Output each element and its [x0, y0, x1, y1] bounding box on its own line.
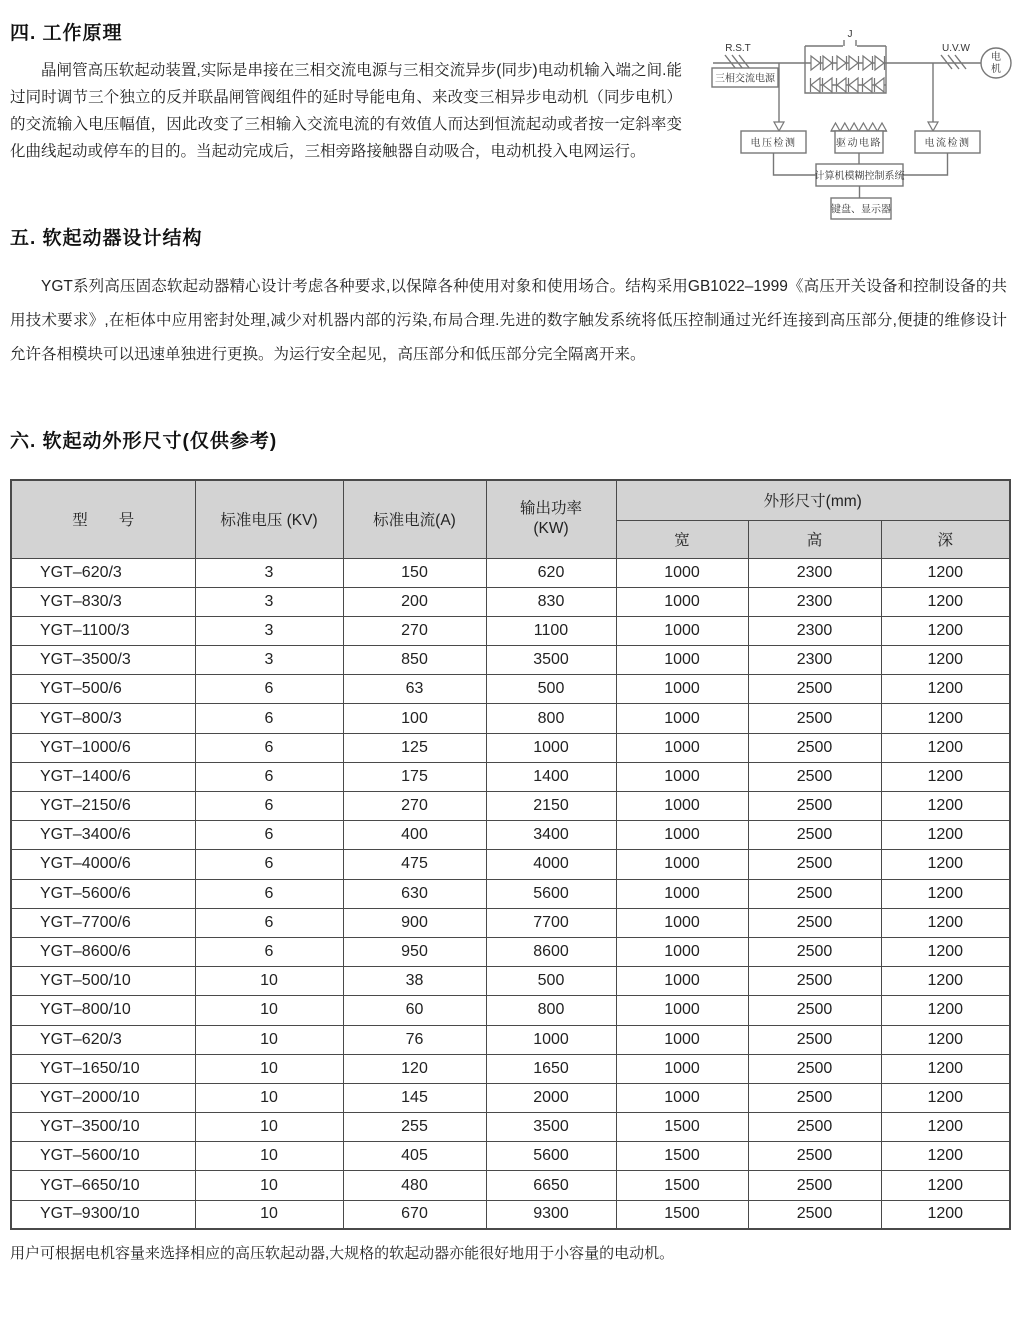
table-cell: 175	[343, 762, 486, 791]
table-cell: 3500	[486, 1113, 616, 1142]
header-width: 宽	[616, 520, 748, 558]
section5-paragraph: YGT系列高压固态软起动器精心设计考虑各种要求,以保障各种使用对象和使用场合。结构采用GB1022–1999《高压开关设备和控制设备的共用技术要求》,在柜体中应用密封处理,减少对机器内部的污染,布局合理.先进的数字触发系统将低压控制通过光纤连接到高压部分,便捷的维修设计允许各相模块可以迅速单独进行更换。为运行安全起见，高压部分和低压部分完全隔离开来。	[10, 278, 1007, 363]
table-cell: YGT–1100/3	[11, 616, 195, 645]
diode-icon	[823, 56, 833, 70]
diode-icon	[811, 56, 821, 70]
table-row	[11, 558, 1010, 587]
table-row	[11, 587, 1010, 616]
gate-triangle-icon	[859, 123, 868, 131]
table-cell: 7700	[486, 908, 616, 937]
header-current: 标准电流(A)	[343, 480, 486, 558]
table-cell: YGT–2000/10	[11, 1083, 195, 1112]
table-cell: 1500	[616, 1142, 748, 1171]
table-cell: YGT–500/6	[11, 675, 195, 704]
table-cell: 1000	[486, 1025, 616, 1054]
motor-label-2: 机	[991, 64, 1001, 75]
dimensions-table	[10, 479, 1011, 1230]
header-height: 高	[748, 520, 881, 558]
table-cell: 1000	[616, 1083, 748, 1112]
table-row	[11, 1113, 1010, 1142]
table-cell: 1000	[616, 879, 748, 908]
table-cell: 10	[195, 1054, 343, 1083]
table-cell: 500	[486, 967, 616, 996]
table-row	[11, 1054, 1010, 1083]
table-cell: 1000	[616, 733, 748, 762]
table-cell: 8600	[486, 937, 616, 966]
table-cell: YGT–7700/6	[11, 908, 195, 937]
table-cell: 1200	[881, 996, 1010, 1025]
table-cell: YGT–830/3	[11, 587, 195, 616]
table-cell: 1200	[881, 587, 1010, 616]
gate-triangle-icon	[831, 123, 840, 131]
table-cell: 2500	[748, 937, 881, 966]
table-cell: 1200	[881, 1054, 1010, 1083]
diode-icon	[863, 78, 873, 92]
table-cell: 120	[343, 1054, 486, 1083]
table-cell: 6	[195, 675, 343, 704]
header-power	[486, 480, 616, 558]
footer-note: 用户可根据电机容量来选择相应的高压软起动器,大规格的软起动器亦能很好地用于小容量的电动机。	[10, 1245, 675, 1263]
table-row	[11, 1171, 1010, 1200]
table-cell: 1000	[616, 792, 748, 821]
table-cell: 1000	[616, 646, 748, 675]
schematic-svg	[698, 10, 1013, 222]
table-cell: 1500	[616, 1200, 748, 1229]
diode-icon	[811, 78, 821, 92]
table-cell: YGT–8600/6	[11, 937, 195, 966]
table-cell: 1200	[881, 1200, 1010, 1229]
table-cell: 1650	[486, 1054, 616, 1083]
table-row	[11, 1083, 1010, 1112]
table-cell: 1000	[616, 558, 748, 587]
table-cell: 3400	[486, 821, 616, 850]
motor-label-1: 电	[991, 52, 1001, 63]
table-cell: 255	[343, 1113, 486, 1142]
table-row	[11, 733, 1010, 762]
j-stubs	[844, 40, 856, 46]
table-cell: 2500	[748, 1054, 881, 1083]
header-model: 型 号	[11, 480, 195, 558]
table-cell: YGT–1000/6	[11, 733, 195, 762]
table-cell: YGT–3400/6	[11, 821, 195, 850]
table-cell: YGT–3500/3	[11, 646, 195, 675]
table-cell: 76	[343, 1025, 486, 1054]
diode-icon	[849, 56, 859, 70]
table-cell: YGT–6650/10	[11, 1171, 195, 1200]
table-cell: 2000	[486, 1083, 616, 1112]
down-arrow-icon	[928, 122, 938, 131]
table-cell: 1100	[486, 616, 616, 645]
table-cell: YGT–620/3	[11, 1025, 195, 1054]
uvw-label: U.V.W	[942, 43, 970, 54]
rst-label: R.S.T	[725, 43, 751, 54]
thyristor-bottom-row	[810, 78, 886, 92]
table-cell: 2500	[748, 850, 881, 879]
table-cell: 3500	[486, 646, 616, 675]
table-cell: 2500	[748, 1171, 881, 1200]
table-row	[11, 996, 1010, 1025]
table-cell: 100	[343, 704, 486, 733]
table-cell: 2500	[748, 792, 881, 821]
table-cell: 1200	[881, 1025, 1010, 1054]
table-row	[11, 850, 1010, 879]
gate-triangle-icon	[850, 123, 859, 131]
table-cell: 1000	[616, 675, 748, 704]
section4-paragraph: 晶闸管高压软起动装置,实际是串接在三相交流电源与三相交流异步(同步)电动机输入端之间.能过同时调节三个独立的反并联晶闸管阀组件的延时导能电角、来改变三相异步电动机（同步电机）的交流输入电压幅值，因此改变了三相输入交流电流的有效值人而达到恒流起动或者按一定斜率变化曲线起动或停车的目的。当起动完成后，三相旁路接触器自动吸合，电动机投入电网运行。	[10, 62, 682, 160]
table-cell: 670	[343, 1200, 486, 1229]
table-cell: 2500	[748, 704, 881, 733]
table-cell: 630	[343, 879, 486, 908]
table-cell: 1200	[881, 762, 1010, 791]
table-cell: YGT–1400/6	[11, 762, 195, 791]
table-cell: YGT–800/3	[11, 704, 195, 733]
table-cell: 1200	[881, 646, 1010, 675]
table-cell: 1000	[616, 1054, 748, 1083]
table-cell: 6	[195, 733, 343, 762]
table-cell: 1000	[616, 587, 748, 616]
table-cell: 1200	[881, 675, 1010, 704]
diode-icon	[849, 78, 859, 92]
uvw-phase-slashes	[941, 55, 966, 69]
table-cell: 3	[195, 587, 343, 616]
table-cell: 10	[195, 1200, 343, 1229]
table-cell: 145	[343, 1083, 486, 1112]
table-cell: 1200	[881, 908, 1010, 937]
table-cell: 1200	[881, 1113, 1010, 1142]
section6-heading: 六. 软起动外形尺寸(仅供参考)	[10, 431, 278, 452]
table-cell: 1200	[881, 1171, 1010, 1200]
table-row	[11, 1025, 1010, 1054]
table-cell: 800	[486, 996, 616, 1025]
keyboard-display-label: 键盘、显示器	[831, 204, 891, 216]
table-cell: 830	[486, 587, 616, 616]
table-cell: 6	[195, 821, 343, 850]
table-cell: 2500	[748, 967, 881, 996]
table-cell: 1000	[616, 704, 748, 733]
table-cell: 10	[195, 1171, 343, 1200]
table-cell: 2500	[748, 1113, 881, 1142]
table-cell: 6	[195, 792, 343, 821]
header-depth: 深	[881, 520, 1010, 558]
table-cell: 3	[195, 616, 343, 645]
table-row	[11, 1200, 1010, 1229]
table-row	[11, 704, 1010, 733]
table-cell: YGT–3500/10	[11, 1113, 195, 1142]
current-detect-label: 电流检测	[924, 138, 971, 149]
header-power-line1: 输出功率	[519, 500, 582, 518]
table-cell: 950	[343, 937, 486, 966]
table-cell: 405	[343, 1142, 486, 1171]
table-cell: 1000	[486, 733, 616, 762]
table-cell: YGT–620/3	[11, 558, 195, 587]
control-system-label: 计算机模糊控制系统	[814, 171, 905, 182]
table-cell: 1000	[616, 821, 748, 850]
table-cell: 1000	[616, 1025, 748, 1054]
gate-triangle-icon	[878, 123, 887, 131]
table-cell: 2300	[748, 646, 881, 675]
table-cell: 1000	[616, 996, 748, 1025]
table-cell: 2500	[748, 879, 881, 908]
table-cell: 1200	[881, 967, 1010, 996]
table-cell: 9300	[486, 1200, 616, 1229]
table-row	[11, 937, 1010, 966]
table-cell: 1500	[616, 1113, 748, 1142]
table-cell: 1200	[881, 558, 1010, 587]
table-cell: 500	[486, 675, 616, 704]
table-cell: 2500	[748, 908, 881, 937]
table-cell: 850	[343, 646, 486, 675]
table-cell: 2300	[748, 587, 881, 616]
table-cell: 5600	[486, 1142, 616, 1171]
table-cell: 3	[195, 646, 343, 675]
table-cell: 2300	[748, 558, 881, 587]
table-cell: 1200	[881, 850, 1010, 879]
table-cell: 1000	[616, 850, 748, 879]
table-cell: 270	[343, 616, 486, 645]
table-cell: 1000	[616, 937, 748, 966]
table-cell: 2500	[748, 733, 881, 762]
table-row	[11, 879, 1010, 908]
gate-triangle-icon	[840, 123, 849, 131]
table-cell: 270	[343, 792, 486, 821]
table-cell: 150	[343, 558, 486, 587]
table-cell: 2300	[748, 616, 881, 645]
table-cell: 1200	[881, 1083, 1010, 1112]
table-cell: 10	[195, 967, 343, 996]
j-label: J	[847, 29, 853, 40]
table-cell: 63	[343, 675, 486, 704]
diode-icon	[863, 56, 873, 70]
table-cell: 1000	[616, 616, 748, 645]
table-cell: 5600	[486, 879, 616, 908]
table-cell: 6	[195, 908, 343, 937]
diode-icon	[875, 56, 885, 70]
table-row	[11, 762, 1010, 791]
diode-icon	[837, 78, 847, 92]
header-dimensions: 外形尺寸(mm)	[616, 480, 1010, 520]
table-cell: 1400	[486, 762, 616, 791]
header-voltage: 标准电压 (KV)	[195, 480, 343, 558]
table-cell: 1200	[881, 937, 1010, 966]
table-cell: 2500	[748, 762, 881, 791]
gate-triangles	[831, 123, 887, 131]
table-cell: 60	[343, 996, 486, 1025]
table-cell: 38	[343, 967, 486, 996]
table-cell: 6650	[486, 1171, 616, 1200]
table-cell: 620	[486, 558, 616, 587]
table-cell: YGT–1650/10	[11, 1054, 195, 1083]
diode-icon	[823, 78, 833, 92]
table-body	[11, 558, 1010, 1229]
table-header	[11, 480, 1010, 558]
table-cell: YGT–5600/6	[11, 879, 195, 908]
table-cell: 6	[195, 850, 343, 879]
table-cell: 125	[343, 733, 486, 762]
table-row	[11, 1142, 1010, 1171]
table-cell: 900	[343, 908, 486, 937]
table-cell: YGT–500/10	[11, 967, 195, 996]
voltage-detect-label: 电压检测	[750, 138, 797, 149]
table-row	[11, 646, 1010, 675]
table-cell: 10	[195, 1083, 343, 1112]
table-cell: 2500	[748, 1200, 881, 1229]
table-cell: 200	[343, 587, 486, 616]
header-power-line2: (KW)	[533, 520, 569, 538]
table-cell: 4000	[486, 850, 616, 879]
section5-heading: 五. 软起动器设计结构	[10, 228, 203, 249]
power-source-label: 三相交流电源	[715, 73, 775, 85]
table-cell: 1000	[616, 908, 748, 937]
table-cell: 1500	[616, 1171, 748, 1200]
table-cell: 10	[195, 1113, 343, 1142]
table-cell: 1200	[881, 733, 1010, 762]
table-cell: 1200	[881, 1142, 1010, 1171]
table-row	[11, 908, 1010, 937]
table-row	[11, 616, 1010, 645]
table-cell: 1200	[881, 879, 1010, 908]
table-cell: 2500	[748, 1025, 881, 1054]
table-cell: 10	[195, 1142, 343, 1171]
table-cell: 6	[195, 704, 343, 733]
table-cell: 480	[343, 1171, 486, 1200]
table-row	[11, 821, 1010, 850]
section4-heading: 四. 工作原理	[10, 23, 123, 44]
table-cell: 2500	[748, 675, 881, 704]
table-cell: 1000	[616, 967, 748, 996]
gate-triangle-icon	[868, 123, 877, 131]
down-arrow-icon	[774, 122, 784, 131]
table-cell: 2150	[486, 792, 616, 821]
table-cell: 6	[195, 937, 343, 966]
table-cell: YGT–2150/6	[11, 792, 195, 821]
table-cell: 1200	[881, 704, 1010, 733]
table-row	[11, 792, 1010, 821]
table-cell: 1200	[881, 792, 1010, 821]
diode-icon	[875, 78, 885, 92]
table-cell: 10	[195, 1025, 343, 1054]
table-cell: 10	[195, 996, 343, 1025]
diode-icon	[837, 56, 847, 70]
table-cell: YGT–9300/10	[11, 1200, 195, 1229]
table-cell: 2500	[748, 821, 881, 850]
table-cell: 2500	[748, 996, 881, 1025]
drive-circuit-label: 驱动电路	[836, 138, 882, 149]
table-cell: 400	[343, 821, 486, 850]
table-cell: 2500	[748, 1083, 881, 1112]
table-row	[11, 675, 1010, 704]
table-cell: YGT–4000/6	[11, 850, 195, 879]
table-cell: 475	[343, 850, 486, 879]
table-cell: 3	[195, 558, 343, 587]
table-cell: 1000	[616, 762, 748, 791]
table-cell: YGT–800/10	[11, 996, 195, 1025]
table-cell: 6	[195, 879, 343, 908]
table-cell: 2500	[748, 1142, 881, 1171]
table-cell: YGT–5600/10	[11, 1142, 195, 1171]
table-row	[11, 967, 1010, 996]
table-cell: 1200	[881, 616, 1010, 645]
table-cell: 800	[486, 704, 616, 733]
table-cell: 6	[195, 762, 343, 791]
rst-phase-slashes	[725, 55, 750, 69]
working-principle-diagram	[698, 10, 1013, 222]
table-cell: 1200	[881, 821, 1010, 850]
